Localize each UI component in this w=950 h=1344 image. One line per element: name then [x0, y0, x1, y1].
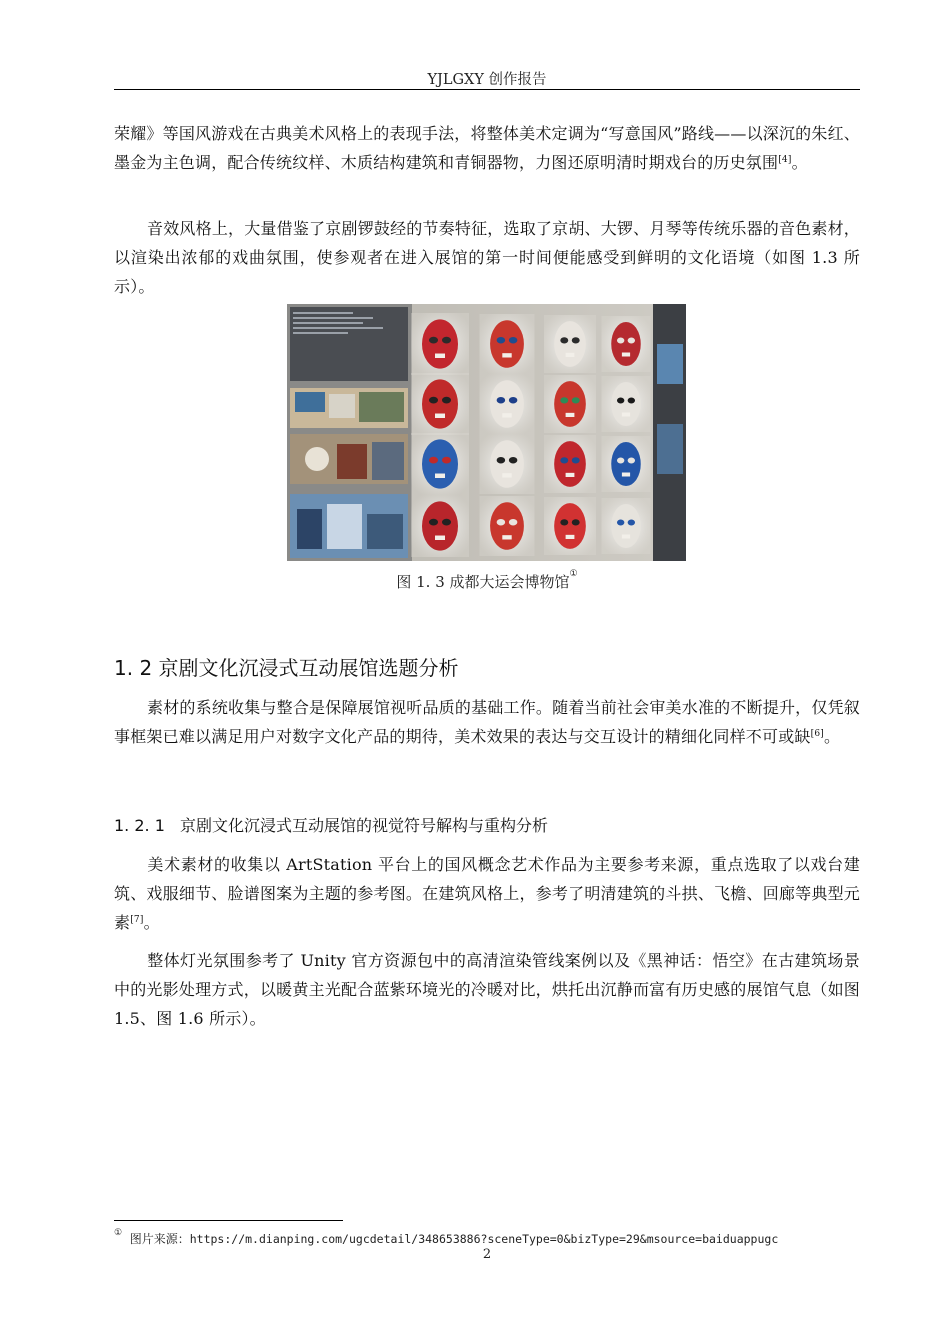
mask-eye	[617, 338, 624, 344]
opera-mask	[554, 381, 586, 427]
opera-mask	[422, 439, 458, 488]
footnote-mark: ①	[114, 1228, 123, 1238]
paragraph-3-end: 。	[823, 727, 841, 746]
mask-mouth	[435, 474, 445, 478]
opera-mask	[611, 504, 641, 548]
citation-6[interactable]: [6]	[810, 729, 824, 739]
opera-mask	[611, 442, 641, 486]
paragraph-1-text: 荣耀》等国风游戏在古典美术风格上的表现手法，将整体美术定调为“写意国风”路线——以深沉的朱红、墨金为主色调，配合传统纹样、木质结构建筑和青铜器物，力图还原明清时期戏台的历史氛围	[114, 124, 860, 172]
opera-mask	[490, 440, 524, 488]
page-number: 2	[482, 1247, 492, 1262]
running-header: YJLGXY 创作报告	[427, 72, 547, 88]
paragraph-3-text: 素材的系统收集与整合是保障展馆视听品质的基础工作。随着当前社会审美水准的不断提升，仅凭叙事框架已难以满足用户对数字文化产品的期待，美术效果的表达与交互设计的精细化同样不可或缺	[114, 698, 860, 746]
footnote-url[interactable]: https://m.dianping.com/ugcdetail/348653886?sceneType=0&bizType=29&msource=baiduappugc	[189, 1232, 779, 1246]
mask-eye	[497, 519, 505, 525]
paragraph-5	[114, 946, 860, 1033]
header-rule	[114, 89, 860, 90]
footnote-rule	[114, 1220, 343, 1221]
mask-mouth	[435, 354, 445, 358]
mask-eye	[442, 519, 451, 526]
paragraph-2-text: 音效风格上，大量借鉴了京剧锣鼓经的节奏特征，选取了京胡、大锣、月琴等传统乐器的音色素材，以渲染出浓郁的戏曲氛围，使参观者在进入展馆的第一时间便能感受到鲜明的文化语境（如图 1.3 所示）。	[114, 219, 860, 296]
mask-eye	[429, 397, 438, 404]
figure-caption	[114, 571, 860, 592]
mask-eye	[572, 519, 580, 525]
citation-4[interactable]: [4]	[778, 155, 792, 165]
opera-mask	[422, 319, 458, 368]
mask-mouth	[502, 473, 511, 477]
mask-eye	[572, 457, 580, 463]
mask-eye	[442, 457, 451, 464]
citation-7[interactable]: [7]	[130, 915, 144, 925]
museum-photo	[287, 304, 686, 561]
opera-mask	[611, 382, 641, 426]
opera-mask	[422, 501, 458, 550]
opera-mask	[490, 502, 524, 550]
mask-eye	[509, 397, 517, 403]
mask-eye	[497, 397, 505, 403]
footnote-label: 图片来源：	[129, 1232, 190, 1246]
opera-mask	[554, 441, 586, 487]
mask-mouth	[622, 353, 630, 357]
mask-eye	[509, 519, 517, 525]
paragraph-5-text: 整体灯光氛围参考了 Unity 官方资源包中的高清渲染管线案例以及《黑神话：悟空》在古建筑场景中的光影处理方式，以暖黄主光配合蓝紫环境光的冷暖对比，烘托出沉静而富有历史感的展馆气息（如图 1.5、图 1.6 所示）。	[114, 951, 860, 1028]
footnote	[114, 1230, 874, 1247]
mask-mouth	[435, 536, 445, 540]
mask-eye	[560, 337, 568, 343]
mask-eye	[560, 457, 568, 463]
paragraph-4-text: 美术素材的收集以 ArtStation 平台上的国风概念艺术作品为主要参考来源，重点选取了以戏台建筑、戏服细节、脸谱图案为主题的参考图。在建筑风格上，参考了明清建筑的斗拱、飞檐、回廊等典型元素	[114, 855, 860, 932]
opera-mask-wall-image	[287, 304, 686, 561]
mask-eye	[429, 519, 438, 526]
mask-eye	[628, 398, 635, 404]
mask-eye	[509, 337, 517, 343]
opera-mask	[611, 322, 641, 366]
mask-mouth	[566, 535, 575, 539]
paragraph-1	[114, 119, 860, 177]
mask-eye	[442, 397, 451, 404]
mask-eye	[509, 457, 517, 463]
mask-eye	[572, 397, 580, 403]
mask-mouth	[566, 353, 575, 357]
mask-eye	[497, 337, 505, 343]
mask-eye	[617, 458, 624, 464]
mask-eye	[572, 337, 580, 343]
paragraph-4	[114, 850, 860, 937]
paragraph-1-end: 。	[791, 153, 808, 172]
mask-mouth	[435, 414, 445, 418]
mask-eye	[628, 458, 635, 464]
paragraph-3	[114, 693, 860, 751]
mask-mouth	[502, 413, 511, 417]
mask-mouth	[566, 413, 575, 417]
mask-mouth	[622, 473, 630, 477]
mask-eye	[442, 337, 451, 344]
mask-eye	[617, 398, 624, 404]
paragraph-2	[114, 214, 860, 301]
mask-mouth	[502, 535, 511, 539]
opera-mask	[490, 380, 524, 428]
figure-caption-text: 图 1. 3 成都大运会博物馆	[396, 573, 570, 591]
mask-eye	[617, 520, 624, 526]
mask-eye	[429, 337, 438, 344]
mask-mouth	[566, 473, 575, 477]
mask-eye	[497, 457, 505, 463]
footnote-marker[interactable]: ①	[569, 569, 578, 579]
opera-mask	[422, 379, 458, 428]
mask-mouth	[622, 413, 630, 417]
opera-mask	[490, 320, 524, 368]
mask-mouth	[502, 353, 511, 357]
opera-mask	[554, 321, 586, 367]
paragraph-4-end: 。	[143, 913, 160, 932]
subsection-number: 1. 2. 1	[114, 816, 165, 835]
mask-eye	[429, 457, 438, 464]
mask-eye	[560, 519, 568, 525]
mask-mouth	[622, 535, 630, 539]
mask-eye	[628, 338, 635, 344]
mask-eye	[628, 520, 635, 526]
opera-mask	[554, 503, 586, 549]
mask-eye	[560, 397, 568, 403]
section-heading: 1. 2 京剧文化沉浸式互动展馆选题分析	[114, 656, 459, 680]
subsection-heading	[114, 813, 548, 836]
subsection-title: 京剧文化沉浸式互动展馆的视觉符号解构与重构分析	[180, 816, 549, 835]
